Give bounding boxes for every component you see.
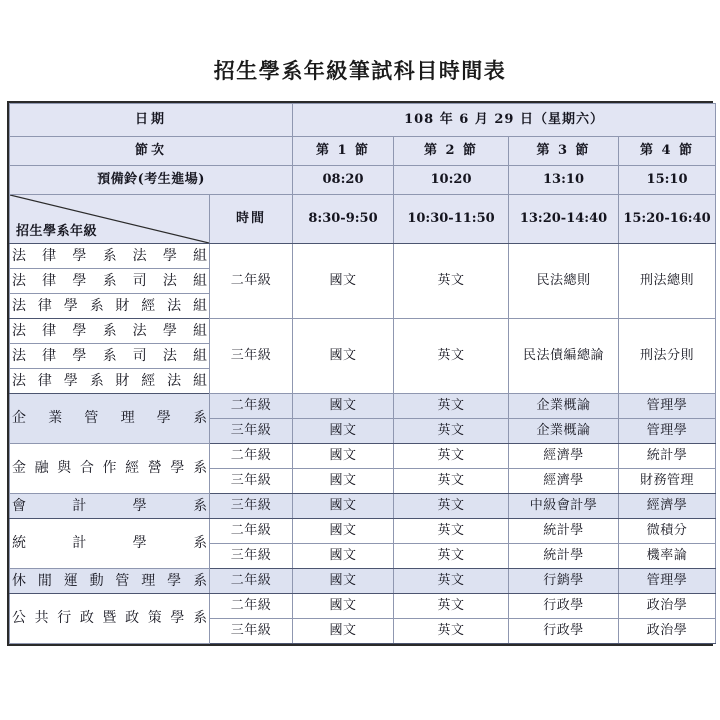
subject-period-2: 英文 [394,319,509,394]
subject-period-3: 統計學 [509,519,619,544]
table-row [10,244,716,269]
subject-period-4: 管理學 [619,569,716,594]
time-range-3: 13:20-14:40 [509,195,619,244]
subject-period-1: 國文 [293,544,394,569]
subject-period-2: 英文 [394,469,509,494]
table-row [10,594,716,619]
department-label: 統 計 學 系 [12,535,207,552]
subject-period-3: 行政學 [509,594,619,619]
grade-label: 二年級 [210,444,293,469]
grade-label: 二年級 [210,569,293,594]
bell-time-2: 10:20 [394,166,509,195]
subject-period-4: 機率論 [619,544,716,569]
grade-label: 三年級 [210,619,293,644]
subject-period-3: 行銷學 [509,569,619,594]
subject-period-2: 英文 [394,419,509,444]
time-range-2: 10:30-11:50 [394,195,509,244]
bell-time-4: 15:10 [619,166,716,195]
subject-period-3: 經濟學 [509,469,619,494]
subject-period-1: 國文 [293,419,394,444]
department-label: 法 律 學 系 司 法 組 [12,272,207,289]
subject-period-1: 國文 [293,594,394,619]
subject-period-2: 英文 [394,619,509,644]
subject-period-1: 國文 [293,394,394,419]
subject-period-1: 國文 [293,469,394,494]
department-name [10,569,210,594]
header-row-date [10,104,716,137]
table-row [10,444,716,469]
department-label: 法 律 學 系 財 經 法 組 [12,297,207,314]
period-2: 第 2 節 [394,137,509,166]
time-range-4: 15:20-16:40 [619,195,716,244]
subject-period-2: 英文 [394,569,509,594]
department-name [10,444,210,494]
table-row [10,494,716,519]
department-name [10,269,210,294]
subject-period-1: 國文 [293,244,394,319]
bell-time-1: 08:20 [293,166,394,195]
department-name [10,594,210,644]
schedule-table-container [7,101,713,646]
date-label: 日期 [10,104,293,137]
subject-period-2: 英文 [394,244,509,319]
department-name [10,519,210,569]
subject-period-4: 管理學 [619,394,716,419]
subject-period-3: 行政學 [509,619,619,644]
header-row-time [10,195,716,244]
header-row-period [10,137,716,166]
subject-period-2: 英文 [394,594,509,619]
time-label: 時間 [210,195,293,244]
corner-diagonal-cell [10,195,210,244]
department-name [10,344,210,369]
subject-period-2: 英文 [394,544,509,569]
subject-period-4: 財務管理 [619,469,716,494]
subject-period-3: 企業概論 [509,394,619,419]
subject-period-1: 國文 [293,569,394,594]
schedule-table [9,103,716,644]
schedule-table-body [10,104,716,644]
corner-label: 招生學系年級 [16,224,98,240]
grade-label: 三年級 [210,419,293,444]
table-row [10,319,716,344]
subject-period-3: 民法債編總論 [509,319,619,394]
department-label: 法 律 學 系 法 學 組 [12,322,207,339]
department-label: 法 律 學 系 財 經 法 組 [12,372,207,389]
subject-period-4: 微積分 [619,519,716,544]
department-label: 休 閒 運 動 管 理 學 系 [12,572,207,589]
department-name [10,319,210,344]
date-value: 108 年 6 月 29 日（星期六） [293,104,716,137]
subject-period-2: 英文 [394,444,509,469]
department-label: 法 律 學 系 司 法 組 [12,347,207,364]
department-name [10,494,210,519]
grade-label: 二年級 [210,394,293,419]
subject-period-4: 政治學 [619,619,716,644]
subject-period-3: 統計學 [509,544,619,569]
department-label: 金 融 與 合 作 經 營 學 系 [12,460,207,477]
subject-period-2: 英文 [394,394,509,419]
page-title: 招生學系年級筆試科目時間表 [213,58,507,83]
bell-time-3: 13:10 [509,166,619,195]
bell-label: 預備鈴(考生進場) [10,166,293,195]
grade-label: 二年級 [210,244,293,319]
subject-period-2: 英文 [394,519,509,544]
subject-period-3: 企業概論 [509,419,619,444]
table-row [10,519,716,544]
subject-period-1: 國文 [293,444,394,469]
period-3: 第 3 節 [509,137,619,166]
subject-period-4: 管理學 [619,419,716,444]
period-4: 第 4 節 [619,137,716,166]
department-label: 法 律 學 系 法 學 組 [12,247,207,264]
department-name [10,369,210,394]
subject-period-4: 刑法總則 [619,244,716,319]
header-row-bell [10,166,716,195]
subject-period-1: 國文 [293,519,394,544]
subject-period-3: 中級會計學 [509,494,619,519]
grade-label: 二年級 [210,519,293,544]
department-name [10,244,210,269]
department-label: 企 業 管 理 學 系 [12,410,207,427]
grade-label: 三年級 [210,469,293,494]
subject-period-4: 政治學 [619,594,716,619]
period-1: 第 1 節 [293,137,394,166]
subject-period-1: 國文 [293,494,394,519]
subject-period-2: 英文 [394,494,509,519]
subject-period-1: 國文 [293,619,394,644]
time-range-1: 8:30-9:50 [293,195,394,244]
subject-period-3: 經濟學 [509,444,619,469]
grade-label: 三年級 [210,319,293,394]
grade-label: 三年級 [210,544,293,569]
subject-period-3: 民法總則 [509,244,619,319]
department-name [10,394,210,444]
subject-period-4: 刑法分則 [619,319,716,394]
subject-period-4: 經濟學 [619,494,716,519]
period-label: 節次 [10,137,293,166]
department-label: 會 計 學 系 [12,497,207,514]
subject-period-4: 統計學 [619,444,716,469]
grade-label: 二年級 [210,594,293,619]
subject-period-1: 國文 [293,319,394,394]
table-row [10,394,716,419]
table-row [10,569,716,594]
department-name [10,294,210,319]
grade-label: 三年級 [210,494,293,519]
department-label: 公 共 行 政 暨 政 策 學 系 [12,610,207,627]
